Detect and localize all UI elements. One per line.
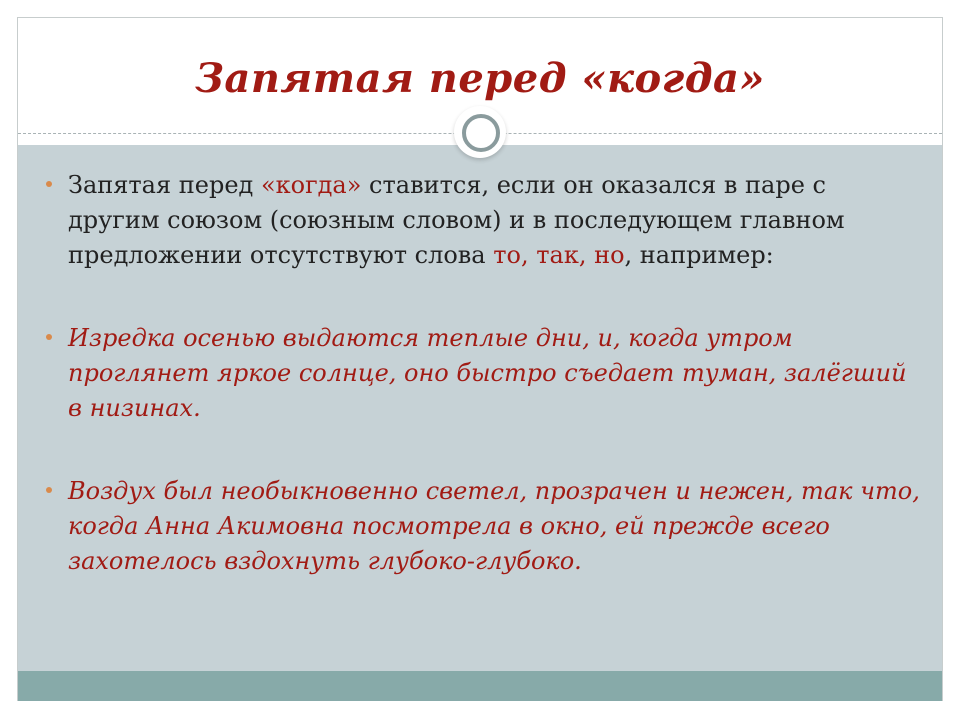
bullet-marker-icon: [46, 181, 52, 187]
rule-text-end: , например:: [624, 241, 774, 269]
slide-title: Запятая перед «когда»: [195, 55, 765, 102]
bullet-marker-icon: [46, 487, 52, 493]
bullet-rule: [42, 168, 922, 273]
rule-text-middle: ставится, если он оказался в паре с другим союзом (союзным словом) и в последующем главном предложении отсутствуют слова: [68, 171, 845, 269]
bullet-example-1: [42, 321, 922, 426]
footer-bar: [18, 671, 942, 701]
example-1-text: Изредка осенью выдаются теплые дни, и, когда утром проглянет яркое солнце, оно быстро съедает туман, залёгший в низинах.: [68, 324, 907, 422]
bullet-list: [42, 168, 922, 579]
rule-text-start: Запятая перед: [68, 171, 261, 199]
rule-keyword: «когда»: [260, 171, 362, 199]
bullet-example-2: [42, 474, 922, 579]
bullet-marker-icon: [46, 334, 52, 340]
rule-highlighted-words: то, так, но: [493, 241, 625, 269]
example-2-text: Воздух был необыкновенно светел, прозрачен и нежен, так что, когда Анна Акимовна посмотрела в окно, ей прежде всего захотелось вздохнуть глубоко-глубоко.: [68, 477, 920, 575]
divider-circle-ornament: [454, 106, 506, 158]
